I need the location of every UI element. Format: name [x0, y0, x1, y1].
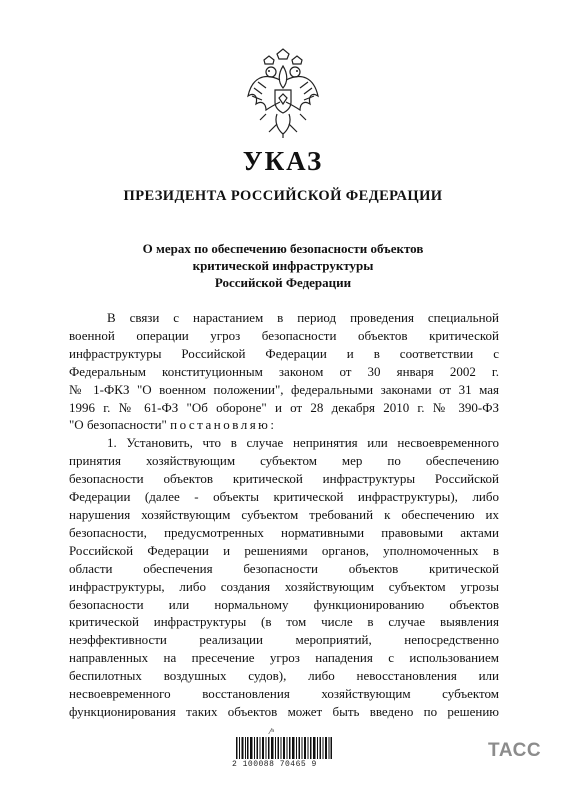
point-line: инфраструктуры, либо создания хозяйствующим субъектом угрозы [69, 578, 499, 594]
coat-of-arms-icon [244, 48, 322, 140]
point-line: 1. Установить, что в случае непринятия или несвоевременного [107, 435, 499, 451]
point-line: функционирования таких объектов может быть введено по решению [69, 703, 499, 719]
heading-line: критической инфраструктуры [192, 258, 374, 273]
point-line: принятия хозяйствующим субъектом мер по обеспечению [69, 453, 499, 469]
preamble-line: В связи с нарастанием в период проведения специальной [107, 310, 499, 325]
document-title: УКАЗ [242, 146, 324, 176]
point-line: безопасности объектов критической инфраструктуры Российской [69, 471, 499, 487]
point-line: области обеспечения безопасности объектов критической [69, 560, 499, 576]
preamble-line: "О безопасности" [69, 417, 167, 433]
point-line: нарушения хозяйствующим субъектом требований к обеспечению их [69, 506, 499, 522]
decree-body [69, 309, 499, 721]
decree-heading [0, 240, 566, 291]
preamble-line: инфраструктуры Российской Федерации и в соответствии с [69, 345, 499, 361]
barcode-number: 2 100088 70465 9 [232, 760, 317, 769]
decree-word: постановляю: [170, 417, 277, 433]
signature-mark-icon: ⁄ⁿ [270, 727, 275, 736]
point-line: критической инфраструктуры (в том числе в случае выявления [69, 614, 499, 630]
barcode-icon [236, 737, 332, 759]
preamble-line: 1996 г. № 61-ФЗ "Об обороне" и от 28 декабря 2010 г. № 390-ФЗ [69, 399, 499, 415]
preamble-line: военной операции угроз безопасности объектов критической [69, 327, 499, 343]
heading-line: Российской Федерации [214, 275, 352, 290]
preamble-line: № 1-ФКЗ "О военном положении", федеральными законами от 31 мая [69, 381, 499, 397]
preamble-line: Федеральным конституционным законом от 30 января 2002 г. [69, 363, 499, 379]
point-line: направленных на пресечение угроз нападения с использованием [69, 650, 499, 666]
point-line: беспилотных воздушных судов), либо невосстановления или [69, 668, 499, 684]
preamble-last-line [69, 416, 499, 434]
heading-line: О мерах по обеспечению безопасности объектов [142, 241, 424, 256]
point-line: безопасности, предусмотренных нормативными правовыми актами [69, 524, 499, 540]
document-subtitle: ПРЕЗИДЕНТА РОССИЙСКОЙ ФЕДЕРАЦИИ [123, 188, 443, 204]
tass-logo: ТАСС [488, 740, 542, 761]
point-line: Российской Федерации и решениями органов, уполномоченных в [69, 542, 499, 558]
point-line: Федерации (далее - объекты критической инфраструктуры), либо [69, 489, 499, 505]
point-line: несвоевременного восстановления хозяйствующим субъектом [69, 686, 499, 702]
point-line: неэффективности реализации мероприятий, непосредственно [69, 632, 499, 648]
point-line: безопасности или нормальному функционированию объектов [69, 596, 499, 612]
